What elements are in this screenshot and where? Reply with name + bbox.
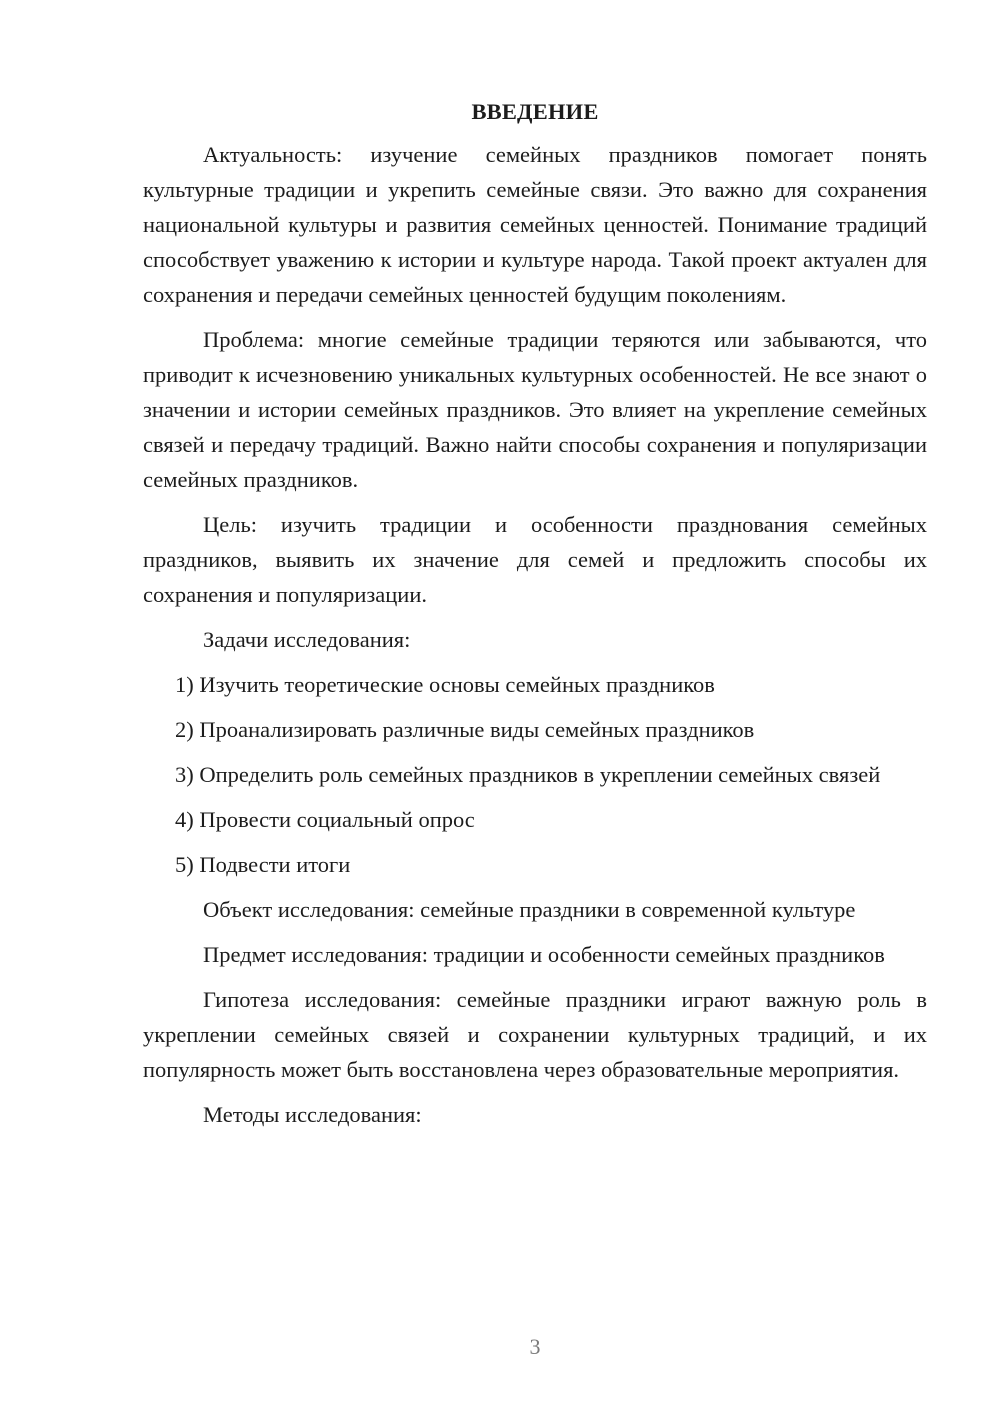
- hypothesis-paragraph: Гипотеза исследования: семейные праздники играют важную роль в укреплении семейных связей и сохранении культурных традиций, и их популярность может быть восстановлена через образовательные мероприятия.: [143, 987, 927, 1082]
- task-item: 3) Определить роль семейных праздников в укреплении семейных связей: [175, 762, 881, 787]
- object-paragraph: Объект исследования: семейные праздники в современной культуре: [203, 897, 856, 922]
- task-item: 2) Проанализировать различные виды семейных праздников: [175, 717, 755, 742]
- page-number: 3: [529, 1334, 541, 1359]
- task-item: 4) Провести социальный опрос: [175, 807, 475, 832]
- goal-paragraph: Цель: изучить традиции и особенности празднования семейных праздников, выявить их значение для семей и предложить способы их сохранения и популяризации.: [143, 512, 927, 607]
- subject-paragraph: Предмет исследования: традиции и особенности семейных праздников: [203, 942, 885, 967]
- page-body: [143, 96, 927, 1142]
- tasks-heading: Задачи исследования:: [203, 627, 411, 652]
- tasks-list: [143, 667, 927, 882]
- relevance-paragraph: Актуальность: изучение семейных праздников помогает понять культурные традиции и укрепить семейные связи. Это важно для сохранения национальной культуры и развития семейных ценностей. Понимание традиций способствует уважению к истории и культуре народа. Такой проект актуален для сохранения и передачи семейных ценностей будущим поколениям.: [143, 142, 927, 307]
- task-item: 1) Изучить теоретические основы семейных праздников: [175, 672, 715, 697]
- page-title: ВВЕДЕНИЕ: [471, 99, 599, 124]
- task-item: 5) Подвести итоги: [175, 852, 351, 877]
- problem-paragraph: Проблема: многие семейные традиции теряются или забываются, что приводит к исчезновению уникальных культурных особенностей. Не все знают о значении и истории семейных праздников. Это влияет на укрепление семейных связей и передачу традиций. Важно найти способы сохранения и популяризации семейных праздников.: [143, 327, 927, 492]
- methods-heading: Методы исследования:: [203, 1102, 422, 1127]
